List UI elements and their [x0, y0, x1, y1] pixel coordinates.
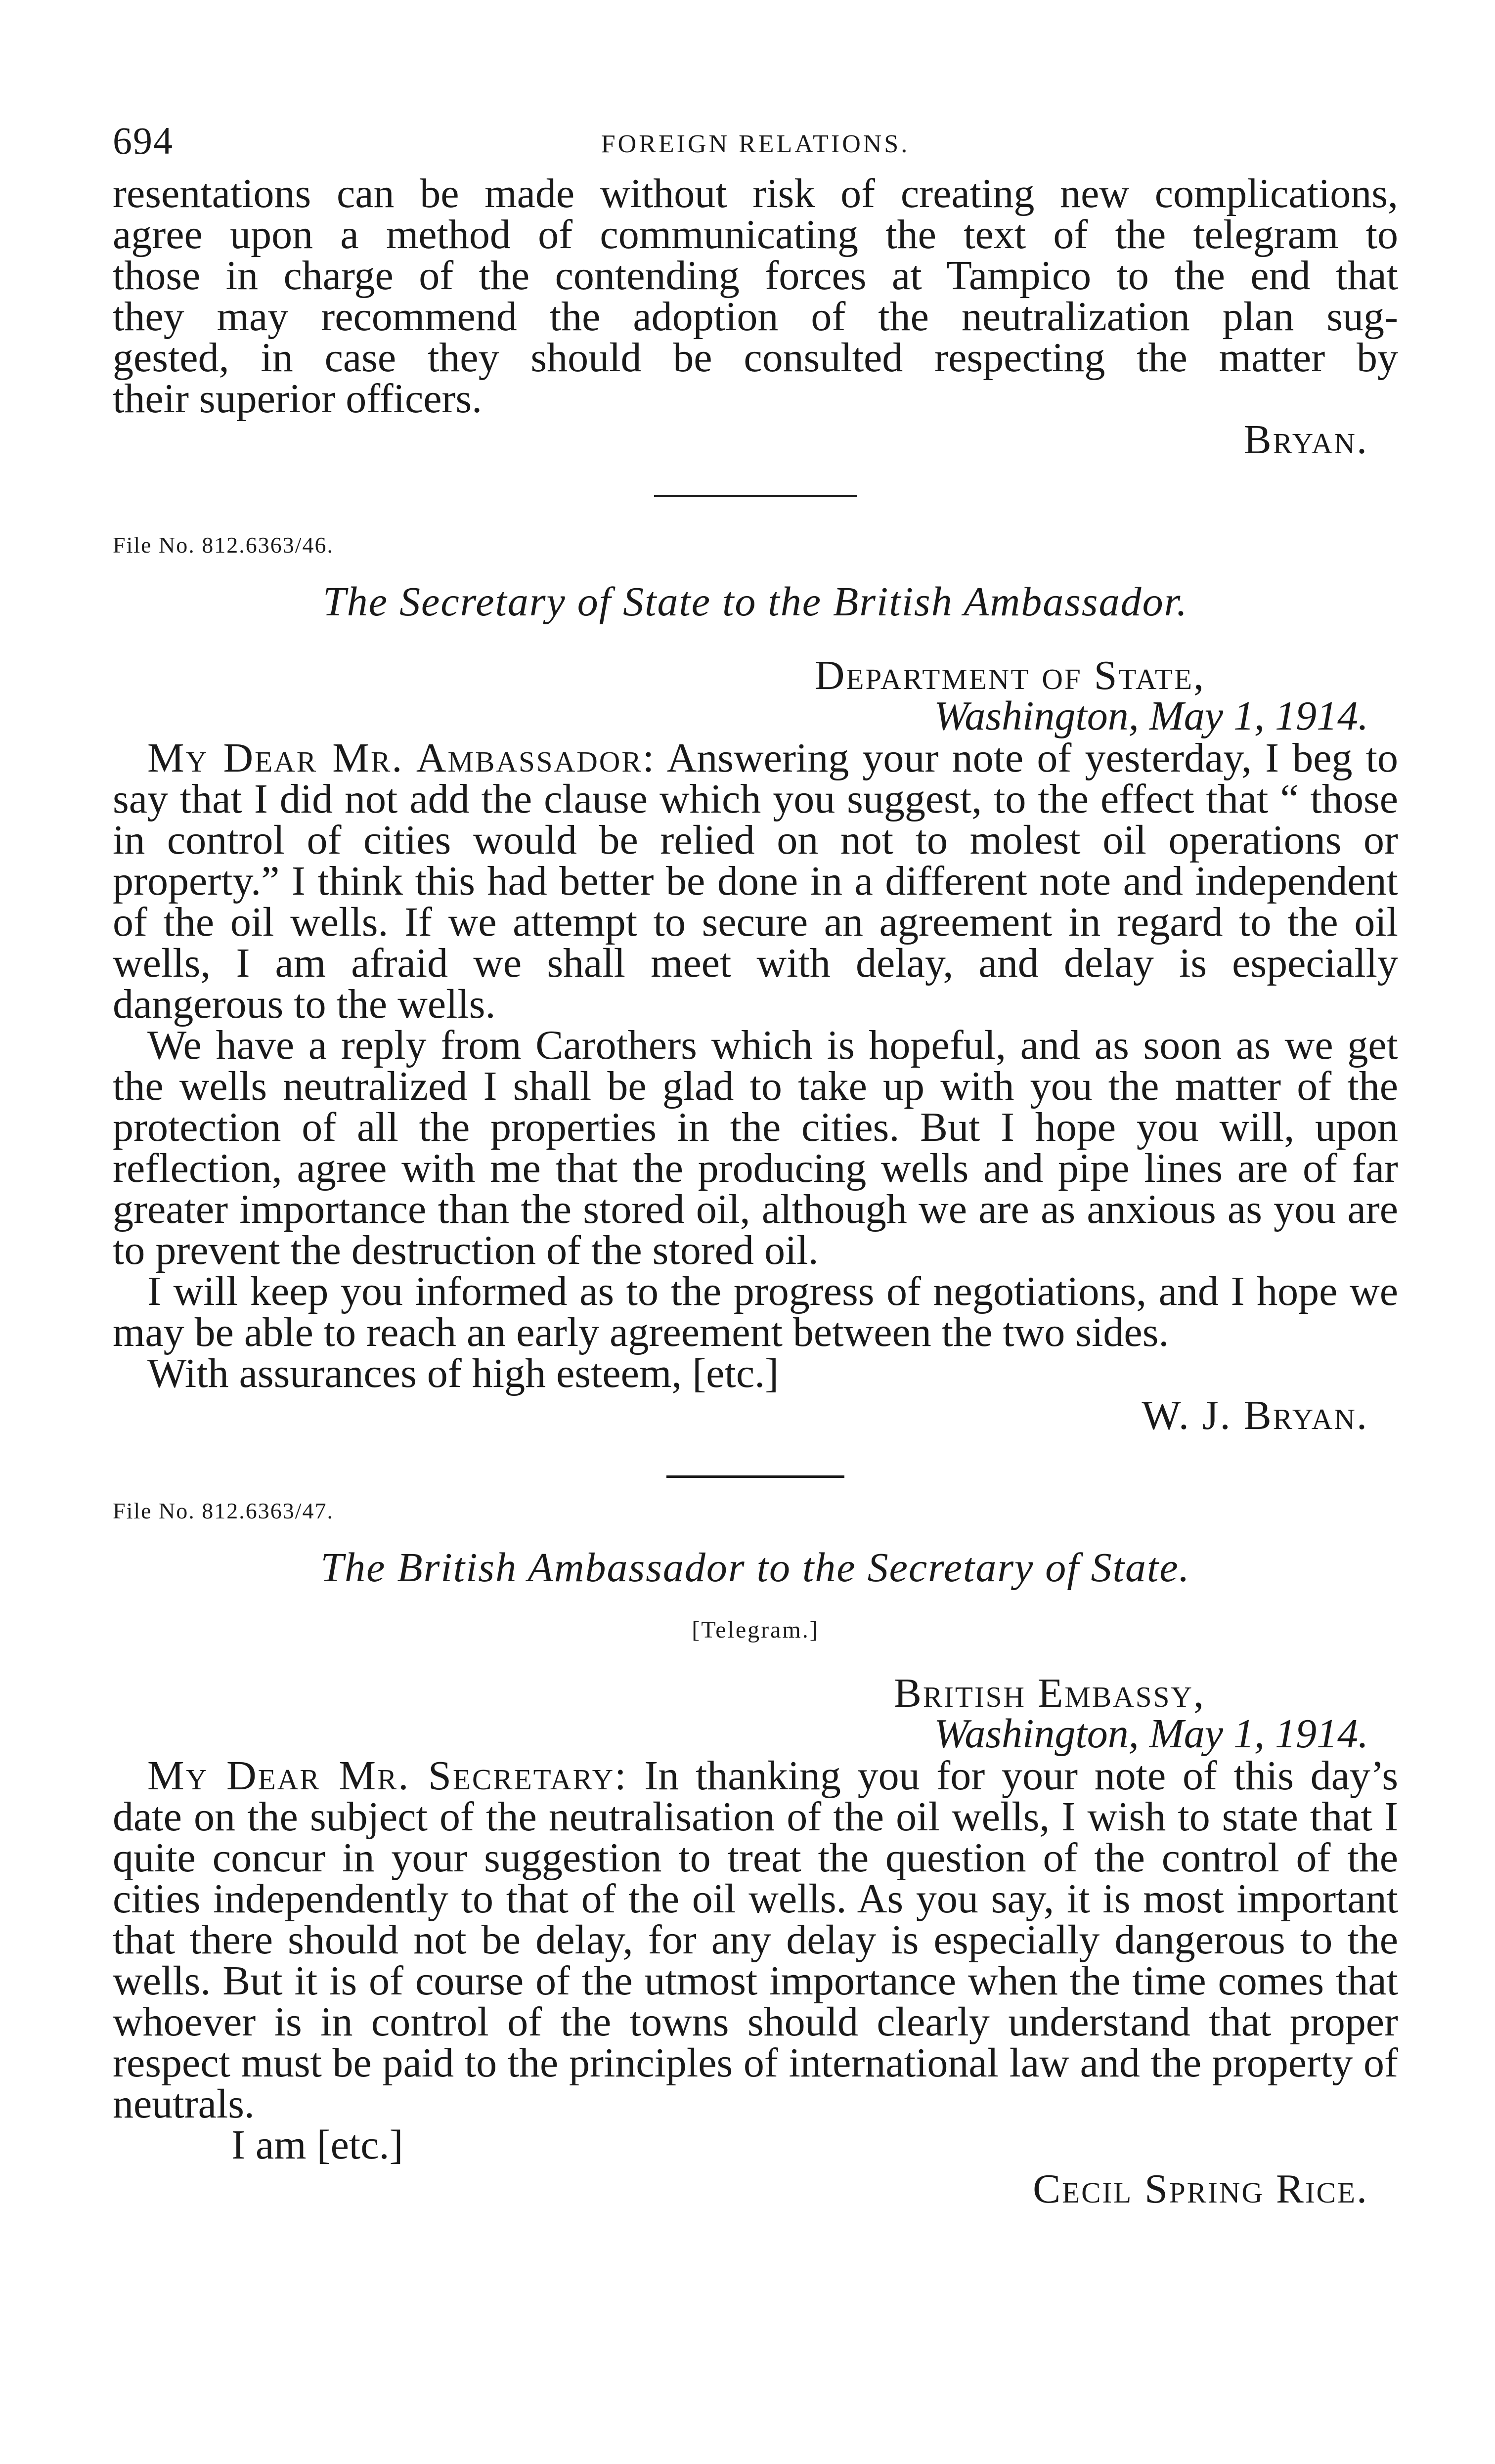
document-title-1: The Secretary of State to the British Ambassador. — [323, 579, 1188, 625]
dateline-date-2: Washington, May 1, 1914. — [934, 1711, 1368, 1757]
page-header — [113, 114, 1398, 173]
letter-2-paragraph-1 — [113, 1753, 1399, 2127]
file-number-1: File No. 812.6363/46. — [113, 532, 334, 558]
letter-1-signature — [113, 1392, 1398, 1438]
file-number-2: File No. 812.6363/47. — [113, 1498, 334, 1523]
continued-line-4: they may recommend the adoption of the neutralization plan sug- — [113, 294, 1398, 340]
dateline-2 — [113, 1670, 1398, 1757]
section-divider-1 — [654, 495, 857, 497]
continued-line-2: agree upon a method of communicating the text of the telegram to — [113, 212, 1398, 258]
continued-line-3: those in charge of the contending forces at Tampico to the end that — [113, 253, 1398, 299]
document-title-2: The British Ambassador to the Secretary of State. — [320, 1545, 1190, 1591]
letter-1-paragraph-2: We have a reply from Carothers which is hopeful, and as soon as we get the wells neutralized I shall be glad to take up with you the matter of the protection of all the properties in the cities. But I hope you will, upon reflection, agree with me that the producing wells and pipe lines are of far greater importance than the stored oil, although we are as anxious as you are to prevent the destruction of the stored oil. — [113, 1022, 1398, 1273]
letter-1-closing: With assurances of high esteem, [etc.] — [147, 1350, 779, 1396]
continued-line-6: their superior officers. — [113, 376, 483, 422]
letter-2-closing: I am [etc.] — [231, 2122, 403, 2168]
letter-1-signature-text: W. J. Bryan. — [1142, 1392, 1368, 1438]
dateline-date-1: Washington, May 1, 1914. — [934, 693, 1368, 739]
document-page — [113, 114, 1399, 2212]
telegram-label: [Telegram.] — [692, 1617, 819, 1643]
salutation-2: My Dear Mr. Secretary: — [147, 1753, 628, 1799]
letter-2-signature-text: Cecil Spring Rice. — [1033, 2166, 1368, 2212]
letter-2-paragraph-1-text: In thanking you for your note of this day’s date on the subject of the neutralisation of the oil wells, I wish to state that I quite concur in your suggestion to treat the question of the control of the cities independently to that of the oil wells. As you say, it is most important that there should not be delay, for any delay is especially dangerous to the wells. But it is of course of the utmost importance when the time comes that whoever is in control of the towns should clearly understand that proper respect must be paid to the principles of international law and the property of neutrals. — [113, 1753, 1399, 2127]
page-number: 694 — [113, 119, 174, 162]
section-divider-2 — [666, 1475, 844, 1478]
letter-2-signature — [113, 2166, 1398, 2212]
letter-1-paragraph-1 — [113, 737, 1398, 1025]
continued-letter — [113, 171, 1398, 463]
dateline-place-1: Department of State, — [814, 652, 1205, 698]
continued-signature: Bryan. — [1243, 417, 1368, 463]
document-2 — [113, 1498, 1399, 2212]
running-title: FOREIGN RELATIONS. — [601, 130, 910, 158]
continued-line-1: resentations can be made without risk of creating new complications, — [113, 171, 1398, 216]
salutation-1: My Dear Mr. Ambassador: — [147, 735, 656, 781]
dateline-1 — [113, 652, 1398, 739]
continued-line-5: gested, in case they should be consulted respecting the matter by — [113, 335, 1398, 381]
letter-1-paragraph-1-text: Answering your note of yesterday, I beg to say that I did not add the clause which you suggest, to the effect that “ those in control of cities would be relied on not to molest oil operations or property.” I think this had better be done in a different note and independent of the oil wells. If we attempt to secure an agreement in regard to the oil wells, I am afraid we shall meet with delay, and delay is especially dangerous to the wells. — [113, 735, 1399, 1027]
document-1 — [113, 532, 1398, 1436]
letter-1-paragraph-3: I will keep you informed as to the progress of negotiations, and I hope we may be able to reach an early agreement between the two sides. — [113, 1268, 1398, 1355]
dateline-place-2: British Embassy, — [893, 1670, 1205, 1716]
